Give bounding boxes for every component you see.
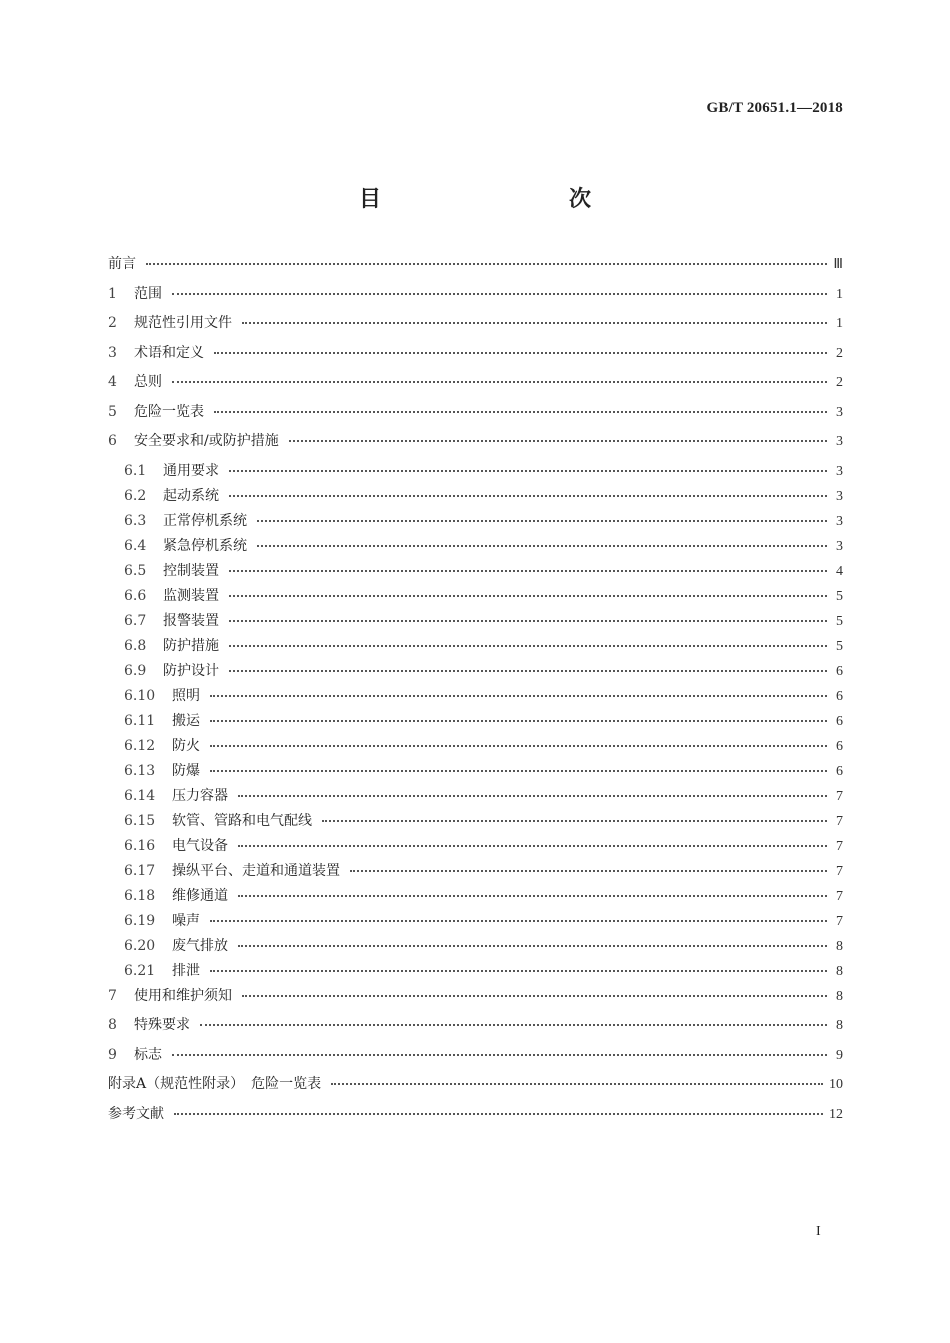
page-title: 目 次 <box>358 186 639 212</box>
toc-entry-page: 1 <box>836 316 843 331</box>
dot-leader <box>242 321 827 324</box>
toc-entry-label: 紧急停机系统 <box>163 537 247 554</box>
toc-entry-page: 2 <box>836 375 843 390</box>
toc-entry-page: 7 <box>836 813 843 829</box>
dot-leader <box>322 819 827 822</box>
toc-entry[interactable] <box>108 433 843 463</box>
toc-entry-label: 通用要求 <box>163 462 219 479</box>
toc-entry-number: 1 <box>108 285 117 302</box>
toc-entry-label: 安全要求和/或防护措施 <box>134 433 279 449</box>
toc-entry-page: 3 <box>836 404 843 420</box>
toc-entry-page: 6 <box>836 663 843 679</box>
dot-leader <box>257 544 827 547</box>
toc-entry-label: 防火 <box>172 737 200 754</box>
toc-entry-page: 5 <box>836 613 843 629</box>
toc-entry-number: 6.19 <box>124 912 156 929</box>
toc-entry-label: 电气设备 <box>172 837 228 854</box>
toc-entry-number: 9 <box>108 1046 117 1063</box>
toc-entry-number: 6.9 <box>124 662 147 679</box>
dot-leader <box>210 919 827 922</box>
toc-entry-number: 6.10 <box>124 687 156 704</box>
toc-entry[interactable] <box>108 938 843 963</box>
toc-entry-page: 7 <box>836 913 843 929</box>
toc-entry-number: 6.5 <box>124 562 147 579</box>
dot-leader <box>238 844 827 847</box>
toc-entry-number: 6.3 <box>124 512 147 529</box>
toc-entry-number: 6.7 <box>124 612 147 629</box>
dot-leader <box>229 644 827 647</box>
dot-leader <box>172 292 827 295</box>
toc-entry[interactable] <box>108 913 843 938</box>
toc-entry-number: 6.4 <box>124 537 147 554</box>
dot-leader <box>238 794 827 797</box>
toc-entry[interactable] <box>108 688 843 713</box>
toc-entry-number: 6.12 <box>124 737 156 754</box>
toc-entry-page: 4 <box>836 563 843 579</box>
toc-entry[interactable] <box>108 788 843 813</box>
toc-entry-label: 危险一览表 <box>134 403 204 420</box>
toc-entry-page: 8 <box>836 1018 843 1033</box>
toc-entry-label: 标志 <box>134 1046 162 1063</box>
toc-entry-label: 照明 <box>172 687 200 704</box>
dot-leader <box>200 1023 827 1026</box>
toc-entry-page: 10 <box>829 1077 843 1092</box>
toc-entry[interactable] <box>108 256 843 286</box>
toc-entry[interactable] <box>108 345 843 375</box>
dot-leader <box>238 894 827 897</box>
toc-entry-label: 术语和定义 <box>134 344 204 361</box>
toc-entry-label: 前言 <box>108 256 136 272</box>
toc-entry[interactable] <box>108 538 843 563</box>
toc-entry-page: 3 <box>836 538 843 554</box>
toc-entry[interactable] <box>108 488 843 513</box>
toc-entry-page: 7 <box>836 863 843 879</box>
dot-leader <box>229 619 827 622</box>
toc-entry-label: 监测装置 <box>163 587 219 604</box>
toc-entry-page: 7 <box>836 888 843 904</box>
dot-leader <box>350 869 827 872</box>
toc-entry-label: 正常停机系统 <box>163 512 247 529</box>
dot-leader <box>172 380 827 383</box>
toc-entry-label: 控制装置 <box>163 562 219 579</box>
toc-entry-label: 排泄 <box>172 962 200 979</box>
toc-entry-label: 范围 <box>134 285 162 302</box>
dot-leader <box>172 1053 827 1056</box>
toc-entry-label: 防护措施 <box>163 637 219 654</box>
toc-entry-page: 3 <box>836 488 843 504</box>
dot-leader <box>229 494 827 497</box>
toc-entry-page: 5 <box>836 638 843 654</box>
dot-leader <box>210 769 827 772</box>
toc-entry-page: 9 <box>836 1047 843 1063</box>
dot-leader <box>210 719 827 722</box>
toc-entry-page: 8 <box>836 963 843 979</box>
toc-entry-page: 6 <box>836 713 843 729</box>
toc-entry[interactable] <box>108 738 843 763</box>
toc-entry-label: 防爆 <box>172 762 200 779</box>
toc-entry[interactable] <box>108 888 843 913</box>
toc-entry[interactable] <box>108 638 843 663</box>
toc-entry-number: 6 <box>108 433 117 449</box>
toc-entry-page: 8 <box>836 938 843 954</box>
dot-leader <box>146 262 827 265</box>
toc-entry-page: 12 <box>829 1106 843 1122</box>
toc-entry[interactable] <box>108 763 843 788</box>
toc-entry-number: 6.16 <box>124 837 156 854</box>
toc-entry-label: 起动系统 <box>163 487 219 504</box>
dot-leader <box>210 694 827 697</box>
toc-entry-number: 8 <box>108 1017 117 1033</box>
toc-entry[interactable] <box>108 563 843 588</box>
toc-entry-number: 6.2 <box>124 487 147 504</box>
toc-entry[interactable] <box>108 1106 843 1136</box>
toc-entry-page: 1 <box>836 286 843 302</box>
toc-entry[interactable] <box>108 286 843 316</box>
toc-entry-label: 操纵平台、走道和通道装置 <box>172 862 340 879</box>
toc-entry-number: 4 <box>108 374 117 390</box>
dot-leader <box>229 594 827 597</box>
toc-entry-page: 5 <box>836 588 843 604</box>
toc-entry[interactable] <box>108 1076 843 1106</box>
toc-entry[interactable] <box>108 463 843 488</box>
dot-leader <box>257 519 827 522</box>
toc-entry-number: 7 <box>108 987 117 1004</box>
toc-entry-page: 7 <box>836 838 843 854</box>
toc-entry-label: 噪声 <box>172 912 200 929</box>
toc-entry[interactable] <box>108 663 843 688</box>
toc-entry-number: 6.20 <box>124 937 156 954</box>
toc-entry-label: 废气排放 <box>172 937 228 954</box>
toc-entry[interactable] <box>108 513 843 538</box>
dot-leader <box>229 569 827 572</box>
dot-leader <box>289 439 827 442</box>
toc-entry-page: 3 <box>836 463 843 479</box>
toc-entry-page: 8 <box>836 988 843 1004</box>
dot-leader <box>210 969 827 972</box>
dot-leader <box>214 410 827 413</box>
toc-entry-number: 6.11 <box>124 712 156 729</box>
toc-entry-number: 6.8 <box>124 637 147 654</box>
toc-entry-page: Ⅲ <box>833 257 843 272</box>
toc-entry-label: 总则 <box>134 374 162 390</box>
toc-entry[interactable] <box>108 404 843 434</box>
toc-entry-page: 6 <box>836 688 843 704</box>
toc-entry[interactable] <box>108 315 843 345</box>
dot-leader <box>174 1112 823 1115</box>
toc-entry-page: 7 <box>836 788 843 804</box>
toc-entry[interactable] <box>108 963 843 988</box>
toc-entry[interactable] <box>108 613 843 638</box>
toc-entry-label: 特殊要求 <box>134 1017 190 1033</box>
toc-entry-label: 压力容器 <box>172 787 228 804</box>
toc-entry-label: 维修通道 <box>172 887 228 904</box>
dot-leader <box>331 1082 823 1085</box>
toc-entry-number: 6.14 <box>124 787 156 804</box>
toc-entry-page: 3 <box>836 434 843 449</box>
toc-entry-number: 5 <box>108 403 117 420</box>
toc-entry-label: 报警装置 <box>163 612 219 629</box>
dot-leader <box>238 944 827 947</box>
toc-entry[interactable] <box>108 713 843 738</box>
toc-entry[interactable] <box>108 1047 843 1077</box>
toc-entry-page: 6 <box>836 763 843 779</box>
toc-entry[interactable] <box>108 588 843 613</box>
dot-leader <box>229 469 827 472</box>
toc-entry[interactable] <box>108 374 843 404</box>
toc-entry-number: 6.1 <box>124 462 147 479</box>
dot-leader <box>229 669 827 672</box>
toc-entry-label: 搬运 <box>172 712 200 729</box>
toc-entry-number: 6.13 <box>124 762 156 779</box>
toc-entry[interactable] <box>108 838 843 863</box>
toc-entry-page: 3 <box>836 513 843 529</box>
toc-entry-number: 3 <box>108 344 117 361</box>
toc-entry-label: 规范性引用文件 <box>134 315 232 331</box>
footer-page-number: I <box>816 1224 821 1239</box>
dot-leader <box>214 351 827 354</box>
toc-entry-page: 6 <box>836 738 843 754</box>
toc-entry-number: 6.17 <box>124 862 156 879</box>
dot-leader <box>242 994 827 997</box>
toc-entry[interactable] <box>108 988 843 1018</box>
toc-entry[interactable] <box>108 813 843 838</box>
toc-entry-number: 6.6 <box>124 587 147 604</box>
toc-entry-label: 附录A（规范性附录） 危险一览表 <box>108 1076 322 1092</box>
toc-entry[interactable] <box>108 863 843 888</box>
toc-entry-label: 使用和维护须知 <box>134 987 232 1004</box>
toc-entry-label: 软管、管路和电气配线 <box>172 812 312 829</box>
toc-entry-number: 6.15 <box>124 812 156 829</box>
standard-number: GB/T 20651.1—2018 <box>706 100 843 116</box>
toc-entry[interactable] <box>108 1017 843 1047</box>
toc-entry-page: 2 <box>836 345 843 361</box>
dot-leader <box>210 744 827 747</box>
toc-entry-number: 6.18 <box>124 887 156 904</box>
toc-entry-label: 参考文献 <box>108 1105 164 1122</box>
toc-entry-label: 防护设计 <box>163 662 219 679</box>
toc-entry-number: 6.21 <box>124 962 156 979</box>
toc-entry-number: 2 <box>108 315 117 331</box>
table-of-contents <box>108 256 843 1135</box>
